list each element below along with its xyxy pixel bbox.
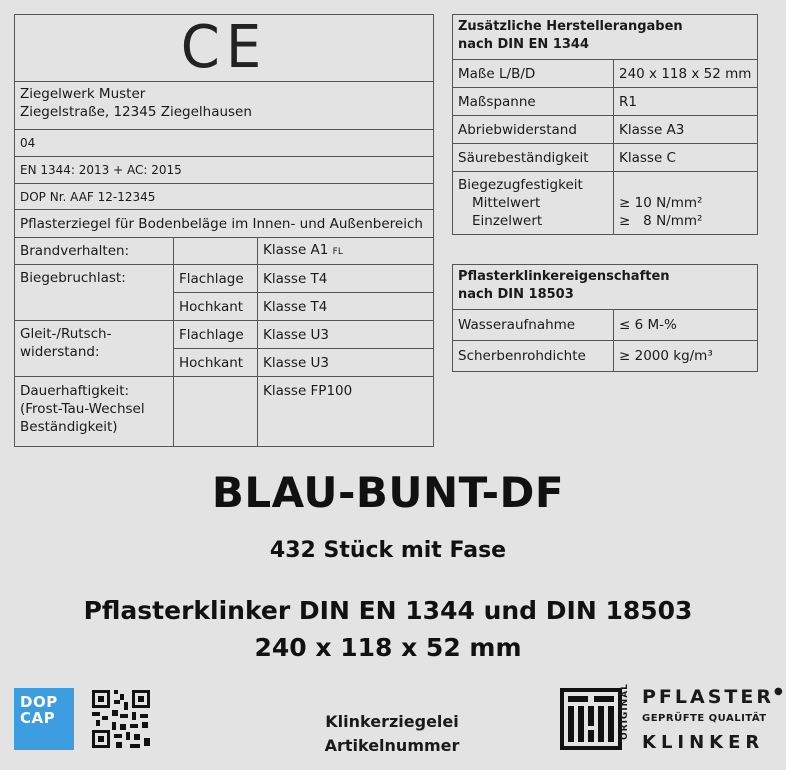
strength-value-cell <box>614 172 758 235</box>
info-row-label <box>453 88 614 116</box>
qr-code-icon[interactable] <box>90 688 152 750</box>
slip-label-line2: widerstand: <box>20 344 100 360</box>
slip-label-cell <box>15 321 174 377</box>
tolerance-label: Maßspanne <box>458 93 536 110</box>
code-cell <box>15 130 434 157</box>
manufacturer-name: Ziegelwerk Muster <box>20 86 146 102</box>
clinker-header-line2: nach DIN 18503 <box>458 287 574 302</box>
product-dimensions-text: 240 x 118 x 52 mm <box>254 633 522 662</box>
clinker-header-line1: Pflasterklinkereigenschaften <box>458 269 670 284</box>
tolerance-value: R1 <box>619 93 637 110</box>
info-row-label <box>453 116 614 144</box>
logo-pflaster-text <box>642 686 786 708</box>
bend-edge-cell <box>174 293 258 321</box>
clinker-properties-table <box>452 264 758 372</box>
manufacturer-info-header-line2: nach DIN EN 1344 <box>458 37 590 52</box>
dopcap-line1: DOP <box>20 693 58 711</box>
durability-label-line2: (Frost-Tau-Wechsel <box>20 401 145 417</box>
abrasion-label: Abriebwiderstand <box>458 121 577 138</box>
dimensions-label: Maße L/B/D <box>458 65 536 82</box>
quantity-text: 432 Stück mit Fase <box>269 538 507 563</box>
fire-label-cell <box>15 238 174 265</box>
logo-quality-text: GEPRÜFTE QUALITÄT <box>642 713 767 724</box>
clinker-row-value <box>614 341 758 372</box>
dimensions-value: 240 x 118 x 52 mm <box>619 65 752 82</box>
slip-flat-value: Klasse U3 <box>263 326 330 343</box>
fire-label: Brandverhalten: <box>20 243 130 259</box>
durability-value: Klasse FP100 <box>263 383 353 399</box>
acid-value: Klasse C <box>619 149 676 166</box>
pflaster-klinker-logo <box>560 683 786 756</box>
fire-value-sub: FL <box>332 247 343 257</box>
product-use-text: Pflasterziegel für Bodenbeläge im Innen- und Außenbereich <box>20 215 423 232</box>
acid-label: Säurebeständigkeit <box>458 149 589 166</box>
info-row-value <box>614 60 758 88</box>
info-row-value <box>614 144 758 172</box>
logo-klinker-text: KLINKER <box>642 732 765 753</box>
slip-label-line1: Gleit-/Rutsch- <box>20 326 112 342</box>
bend-flat-value: Klasse T4 <box>263 270 328 287</box>
ce-mark-logo: CE <box>180 13 268 82</box>
strength-label-cell <box>453 172 614 235</box>
logo-vertical-text: ORIGINAL <box>620 683 630 740</box>
dopcap-icon[interactable] <box>14 688 74 750</box>
manufacturer-address: Ziegelstraße, 12345 Ziegelhausen <box>20 104 252 120</box>
density-value: ≥ 2000 kg/m³ <box>619 348 713 364</box>
bend-edge-value-cell <box>258 293 434 321</box>
clinker-row-label <box>453 341 614 372</box>
slip-edge-label: Hochkant <box>179 354 244 371</box>
water-absorption-value: ≤ 6 M-% <box>619 317 677 333</box>
registered-dot-icon: ● <box>773 686 786 697</box>
strength-mean-value: ≥ 10 N/mm² <box>619 195 703 211</box>
abrasion-value: Klasse A3 <box>619 121 685 138</box>
info-row-label <box>453 144 614 172</box>
dop-cell <box>15 184 434 210</box>
water-absorption-label: Wasseraufnahme <box>458 317 576 333</box>
clinker-row-value <box>614 310 758 341</box>
strength-single-value: ≥ 8 N/mm² <box>619 213 703 229</box>
fire-value-cell <box>258 238 434 265</box>
notified-code: 04 <box>20 136 36 150</box>
info-row-value <box>614 88 758 116</box>
durability-label-line3: Beständigkeit) <box>20 419 118 435</box>
slip-flat-cell <box>174 321 258 349</box>
durability-label-line1: Dauerhaftigkeit: <box>20 383 130 399</box>
durability-empty-cell <box>174 377 258 447</box>
slip-flat-value-cell <box>258 321 434 349</box>
brick-factory-label: Klinkerziegelei <box>325 712 459 731</box>
product-name: BLAU-BUNT-DF <box>211 468 565 517</box>
bend-edge-value: Klasse T4 <box>263 298 328 315</box>
brick-pattern-icon <box>560 686 626 752</box>
slip-flat-label: Flachlage <box>179 326 244 343</box>
slip-edge-cell <box>174 349 258 377</box>
ce-declaration-table <box>14 14 434 447</box>
density-label: Scherbenrohdichte <box>458 348 586 364</box>
strength-label: Biegezugfestigkeit <box>458 177 583 193</box>
manufacturer-info-header <box>453 15 758 60</box>
bend-flat-cell <box>174 265 258 293</box>
bend-label-cell <box>15 265 174 321</box>
ce-mark-cell <box>15 15 434 82</box>
standard-text: EN 1344: 2013 + AC: 2015 <box>20 163 182 177</box>
bend-flat-value-cell <box>258 265 434 293</box>
manufacturer-info-table <box>452 14 758 235</box>
bend-label: Biegebruchlast: <box>20 270 126 286</box>
info-row-label <box>453 60 614 88</box>
manufacturer-cell <box>15 82 434 130</box>
slip-edge-value-cell <box>258 349 434 377</box>
durability-label-cell <box>15 377 174 447</box>
standard-cell <box>15 157 434 184</box>
fire-empty-cell <box>174 238 258 265</box>
article-number-label: Artikelnummer <box>324 736 460 755</box>
fire-value: Klasse A1 <box>263 242 329 258</box>
dop-number: DOP Nr. AAF 12-12345 <box>20 189 156 204</box>
product-type-text: Pflasterklinker DIN EN 1344 und DIN 18503 <box>83 596 693 625</box>
logo-pflaster-word: PFLASTER <box>642 686 774 708</box>
slip-edge-value: Klasse U3 <box>263 354 330 371</box>
clinker-properties-header <box>453 265 758 310</box>
clinker-row-label <box>453 310 614 341</box>
dopcap-line2: CAP <box>20 709 56 727</box>
bend-edge-label: Hochkant <box>179 298 244 315</box>
info-row-value <box>614 116 758 144</box>
durability-value-cell <box>258 377 434 447</box>
strength-mean-label: Mittelwert <box>472 195 541 211</box>
product-use-cell <box>15 210 434 238</box>
strength-single-label: Einzelwert <box>472 213 543 229</box>
manufacturer-info-header-line1: Zusätzliche Herstellerangaben <box>458 19 683 34</box>
bend-flat-label: Flachlage <box>179 270 244 287</box>
